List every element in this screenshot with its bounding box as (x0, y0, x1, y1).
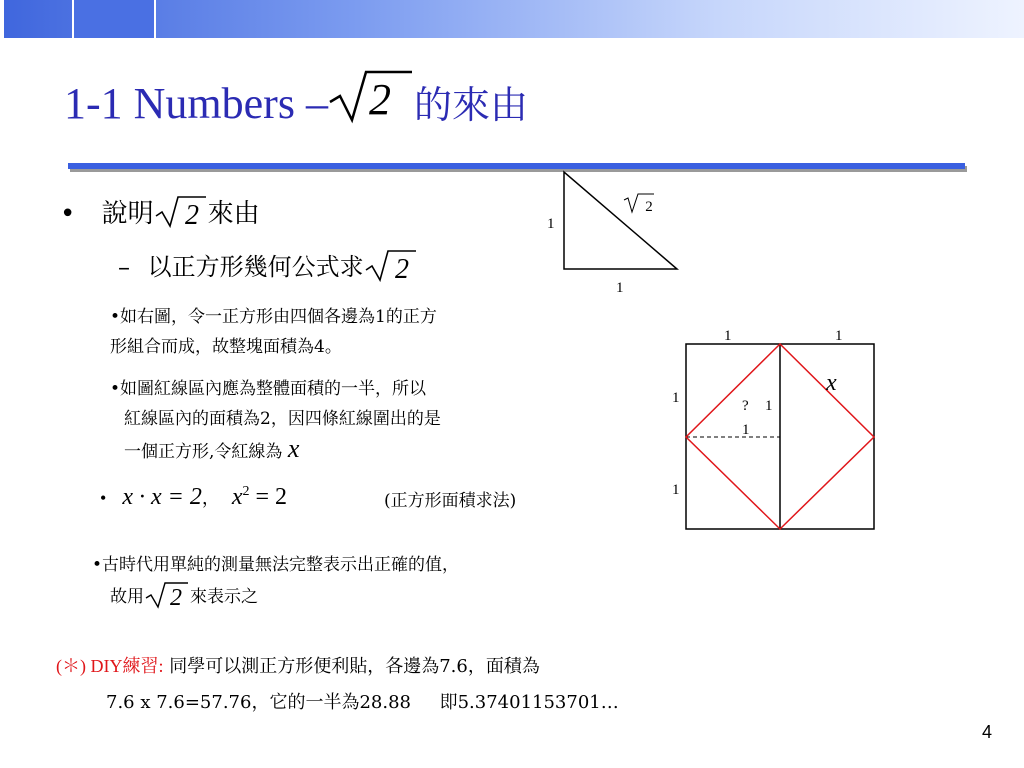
equation-1: x · x = 2 (122, 484, 202, 510)
triangle-bottom-label: 1 (616, 280, 624, 296)
paragraph-2-line-3 (110, 434, 441, 467)
left-lower-label: 1 (672, 482, 680, 498)
left-upper-label: 1 (672, 390, 680, 406)
paragraph-1 (110, 302, 437, 362)
title-suffix: 的來由 (413, 83, 528, 127)
sqrt-symbol (328, 68, 414, 135)
equation-2-base: x (231, 484, 243, 510)
p3-radicand: 2 (170, 585, 182, 610)
equation-2-rest: = 2 (249, 484, 288, 510)
bullet-2 (118, 247, 418, 290)
diy-line-1 (56, 652, 540, 678)
top-left-label: 1 (724, 328, 732, 344)
b2-radicand: 2 (394, 253, 409, 284)
inner-label-2: 1 (742, 422, 750, 438)
paragraph-3-text-b: 來表示之 (190, 587, 258, 607)
right-triangle-figure (530, 168, 690, 303)
banner-block-1 (72, 0, 156, 38)
equation-bullet: • (100, 488, 107, 508)
equation-note: (正方形面積求法) (384, 491, 517, 511)
banner-block-0 (0, 0, 4, 38)
bullet-1-suffix: 來由 (207, 199, 260, 229)
triangle-shape (564, 172, 677, 269)
bullet-2-text: 以正方形幾何公式求 (147, 253, 364, 281)
equation-row (100, 484, 287, 511)
triangle-left-label: 1 (547, 216, 555, 232)
top-right-label: 1 (835, 328, 843, 344)
diy-line-2: 7.6 x 7.6=57.76，它的一半為28.88 即5.37401153701… (106, 692, 619, 713)
title-radicand: 2 (368, 75, 391, 124)
title-prefix: 1-1 Numbers – (64, 79, 328, 128)
inner-label-1: 1 (765, 398, 773, 414)
paragraph-2 (110, 374, 441, 467)
b1-radicand: 2 (184, 199, 199, 230)
x-label: x (826, 370, 837, 396)
bullet-dot: • (60, 199, 76, 229)
title-underline (68, 163, 965, 169)
paragraph-1-line-1: •如右圖，令一正方形由四個各邊為1的正方 (110, 307, 437, 327)
sqrt-symbol (144, 580, 190, 620)
square-diagram (660, 324, 882, 534)
triangle-hyp-radicand: 2 (645, 199, 653, 215)
sqrt-symbol (364, 248, 418, 290)
dash: – (118, 253, 130, 281)
paragraph-3-text-a: 故用 (110, 587, 144, 607)
paragraph-3 (92, 550, 459, 620)
bullet-1 (60, 193, 260, 237)
variable-x: x (287, 434, 300, 463)
diy-label: (＊) DIY練習: (56, 656, 164, 676)
diy-text-1: 同學可以測正方形便利貼，各邊為7.6，面積為 (163, 656, 540, 677)
paragraph-2-line-1: •如圖紅線區內應為整體面積的一半，所以 (110, 379, 427, 399)
paragraph-2-line-2: 紅線區內的面積為2，因四條紅線圍出的是 (124, 409, 441, 429)
sqrt-symbol (154, 194, 208, 237)
paragraph-1-line-2: 形組合而成，故整塊面積為4。 (110, 337, 342, 357)
paragraph-3-line-1: •古時代用單純的測量無法完整表示出正確的值， (92, 555, 460, 575)
paragraph-3-line-2 (92, 580, 459, 620)
page-number: 4 (981, 722, 992, 742)
equation-separator: ， (201, 488, 220, 509)
paragraph-2-line-3-text: 一個正方形,令紅線為 (124, 442, 283, 462)
equation-2-exponent: 2 (242, 484, 250, 499)
page-title (64, 68, 528, 135)
bullet-1-text: 說明 (101, 199, 154, 229)
inner-question-mark: ? (742, 398, 749, 414)
